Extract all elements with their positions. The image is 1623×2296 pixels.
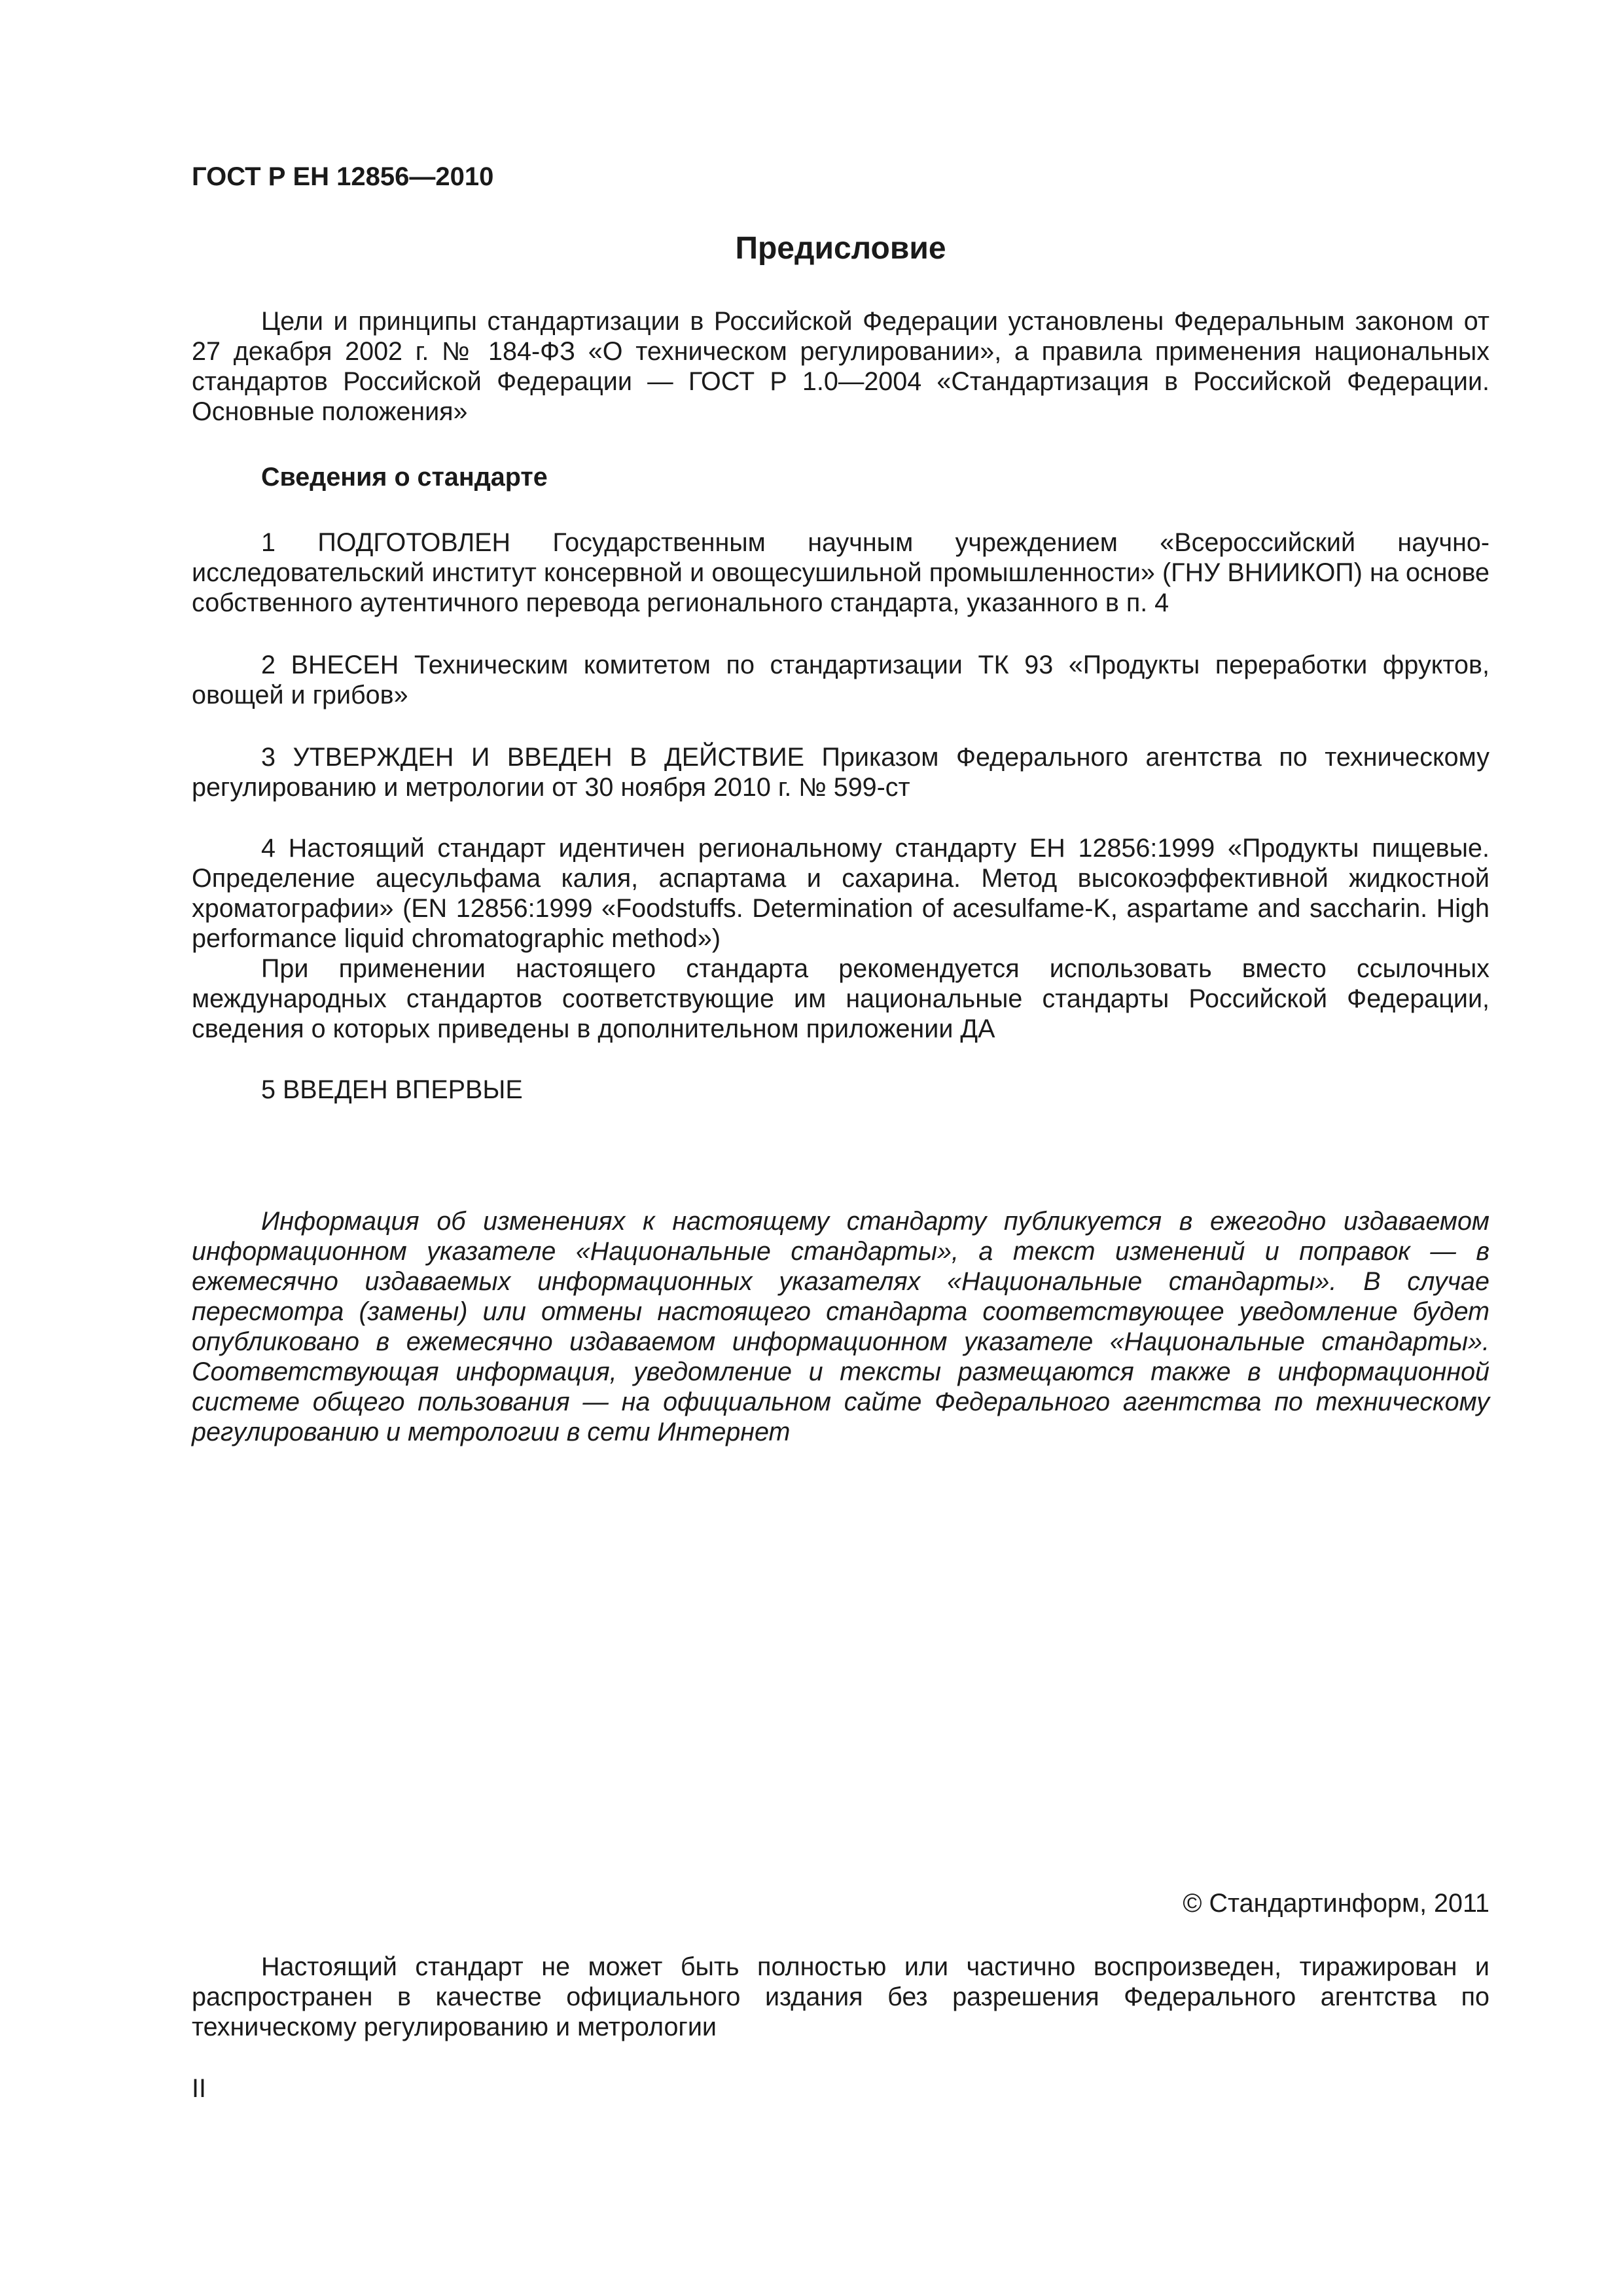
document-header: ГОСТ Р ЕН 12856—2010 — [192, 162, 494, 191]
page-number: II — [192, 2074, 206, 2103]
info-item-1: 1 ПОДГОТОВЛЕН Государственным научным учреждением «Всероссийский научно-исследовательский институт консервной и овощесушильной промышленности» (ГНУ ВНИИКОП) на основе собственного аутентичного перевода регионального стандарта, указанного в п. 4 — [192, 528, 1489, 617]
info-item-2: 2 ВНЕСЕН Техническим комитетом по стандартизации ТК 93 «Продукты переработки фруктов, овощей и грибов» — [192, 651, 1489, 709]
intro-paragraph: Цели и принципы стандартизации в Российской Федерации установлены Федеральным законом от 27 декабря 2002 г. № 184-ФЗ «О техническом регулировании», а правила применения национальных стандартов Российской Федерации — ГОСТ Р 1.0—2004 «Стандартизация в Российской Федерации. Основные положения» — [192, 307, 1489, 426]
changes-info-paragraph: Информация об изменениях к настоящему стандарту публикуется в ежегодно издаваемом информационном указателе «Национальные стандарты», а текст изменений и поправок — в ежемесячно издаваемых информационных указателях «Национальные стандарты». В случае пересмотра (замены) или отмены настоящего стандарта соответствующее уведомление будет опубликовано в ежемесячно издаваемом информационном указателе «Национальные стандарты». Соответствующая информация, уведомление и тексты размещаются также в информационной системе общего пользования — на официальном сайте Федерального агентства по техническому регулированию и метрологии в сети Интернет — [192, 1207, 1489, 1446]
reproduction-notice: Настоящий стандарт не может быть полностью или частично воспроизведен, тиражирован и распространен в качестве официального издания без разрешения Федерального агентства по техническому регулированию и метрологии — [192, 1952, 1489, 2041]
info-item-3: 3 УТВЕРЖДЕН И ВВЕДЕН В ДЕЙСТВИЕ Приказом Федерального агентства по техническому регулированию и метрологии от 30 ноября 2010 г. № 599-ст — [192, 743, 1489, 802]
copyright-line: © Стандартинформ, 2011 — [1183, 1889, 1489, 1918]
info-item-5: 5 ВВЕДЕН ВПЕРВЫЕ — [261, 1075, 523, 1104]
info-item-4: 4 Настоящий стандарт идентичен региональному стандарту ЕН 12856:1999 «Продукты пищевые. Определение ацесульфама калия, аспартама и сахарина. Метод высокоэффективной жидкостной хроматографии» (EN 12856:1999 «Foodstuffs. Determination of acesulfame-K, aspartame and saccharin. High performance liquid chromatographic method») — [192, 834, 1489, 953]
page-title: Предисловие — [735, 231, 946, 266]
info-heading: Сведения о стандарте — [261, 463, 548, 492]
info-item-4-note: При применении настоящего стандарта рекомендуется использовать вместо ссылочных международных стандартов соответствующие им национальные стандарты Российской Федерации, сведения о которых приведены в дополнительном приложении ДА — [192, 954, 1489, 1043]
